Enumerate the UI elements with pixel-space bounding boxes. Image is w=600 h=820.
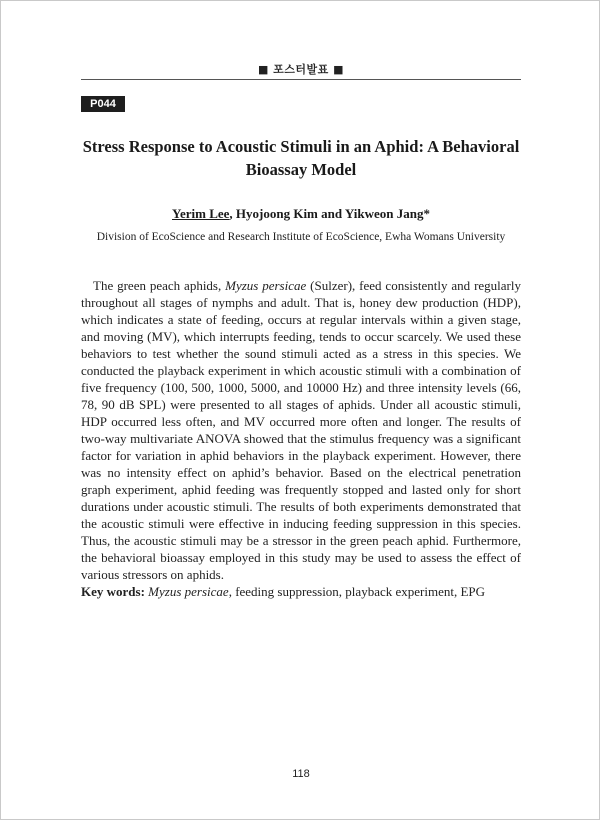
title-line-1: Stress Response to Acoustic Stimuli in an Aphid: A Behavioral <box>82 137 520 156</box>
keywords-list: , feeding suppression, playback experiment, EPG <box>228 584 486 599</box>
affiliation: Division of EcoScience and Research Institute of EcoScience, Ewha Womans University <box>96 231 506 243</box>
header-rule <box>81 79 521 80</box>
keywords-label: Key words: <box>81 584 145 599</box>
section-header: ■ 포스터발표 ■ <box>257 63 345 76</box>
keywords-species-name: Myzus persicae <box>148 584 229 599</box>
abstract-species-name: Myzus persicae <box>225 278 307 293</box>
paper-title <box>81 135 521 181</box>
abstract-text-1: The green peach aphids, <box>93 278 226 293</box>
abstract-body <box>81 277 521 583</box>
title-line-2: Bioassay Model <box>245 160 357 179</box>
author-list <box>81 206 521 222</box>
abstract-text-2: (Sulzer), feed consistently and regularly throughout all stages of nymphs and adult. That is, honey dew production (HDP), which indicates a state of feeding, occurs at regular intervals within a given stage, and moving (MV), which interrupts feeding, tends to occur scarcely. We used these behaviors to test whether the sound stimuli acted as a stress in this species. We conducted the playback experiment in which acoustic stimuli with a combination of five frequency (100, 500, 1000, 5000, and 10000 Hz) and three intensity levels (66, 78, 90 dB SPL) were presented to all stages of aphids. Under all acoustic stimuli, HDP occurred less often, and MV occurred more often and longer. The results of two-way multivariate ANOVA showed that the stimulus frequency was a significant factor for variation in aphid behaviors in the playback experiment. However, there was no intensity effect on aphid’s behavior. Based on the electrical penetration graph experiment, aphid feeding was frequently stopped and lasted only for short durations under acoustic stimuli. The results of both experiments demonstrated that the acoustic stimuli were effective in inducing feeding suppression in this species. Thus, the acoustic stimuli may be a stressor in the green peach aphid. Furthermore, the behavioral bioassay employed in this study may be used to assess the effect of various stressors on aphids. <box>81 278 521 582</box>
keywords <box>81 583 521 600</box>
poster-id-badge: P044 <box>81 96 125 112</box>
presenting-author: Yerim Lee <box>172 206 230 221</box>
co-authors: , Hyojoong Kim and Yikweon Jang* <box>229 206 430 221</box>
page-number: 118 <box>292 768 310 780</box>
